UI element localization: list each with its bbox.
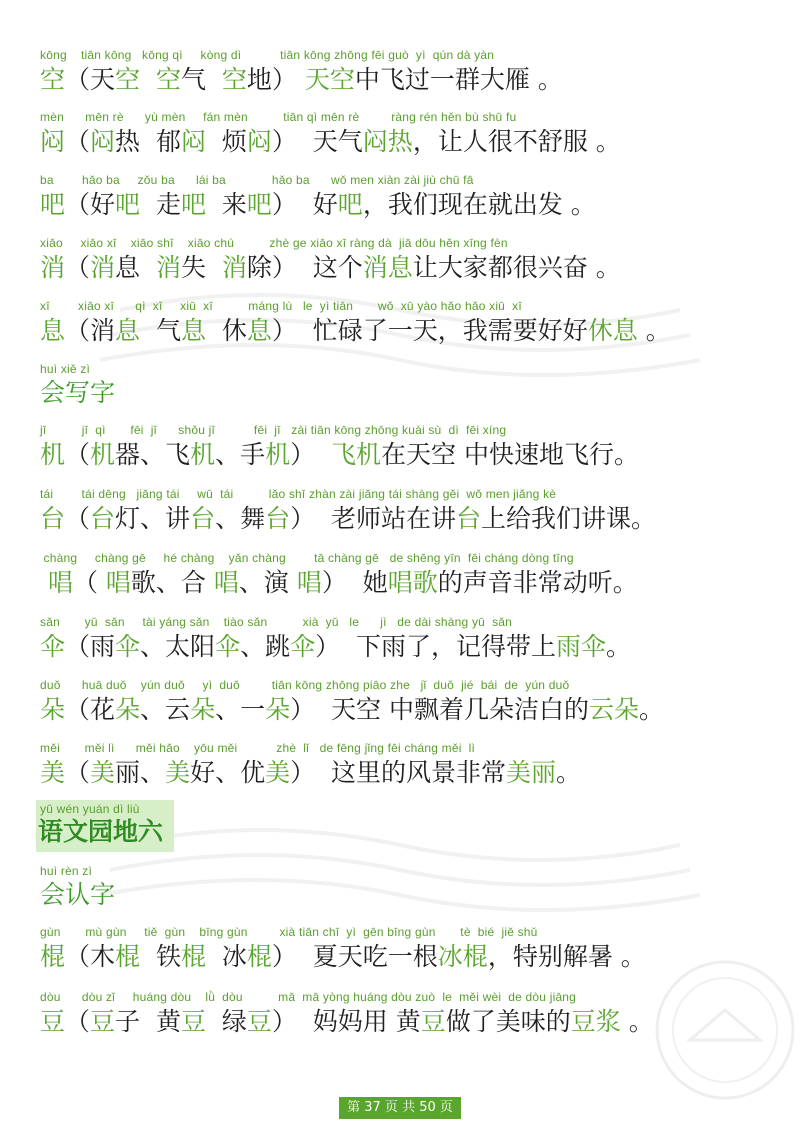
highlighted-character: 消息 (362, 253, 413, 282)
highlighted-character: 空 (40, 65, 66, 94)
highlighted-character: 唱 (213, 568, 239, 597)
vocab-entry (40, 110, 780, 170)
character-text: 烦 (205, 127, 247, 156)
character-text: 。 (606, 632, 632, 661)
pinyin-line: chàng chàng gē hé chàng yǎn chàng tā chàng gē de shēng yīn fēi cháng dòng tīng (40, 551, 574, 565)
highlighted-character: 唱 (40, 568, 73, 597)
section-title: 会写字 (40, 378, 116, 407)
highlighted-character: 唱歌 (387, 568, 438, 597)
highlighted-character: 美 (40, 758, 66, 787)
unit-title: 语文园地六 (38, 817, 164, 846)
highlighted-character: 豆浆 (570, 1007, 621, 1036)
highlighted-character: 豆 (246, 1007, 272, 1036)
hanzi-line (40, 566, 638, 600)
character-text: （天 (65, 65, 116, 94)
highlighted-character: 闷 (246, 127, 272, 156)
character-text: 热 郁 (115, 127, 181, 156)
highlighted-character: 空 (115, 65, 141, 94)
character-text: ） 忙碌了一天，我需要好好 (271, 316, 588, 345)
highlighted-character: 台 (190, 504, 216, 533)
character-text: 冰 (205, 942, 247, 971)
pinyin-line: duǒ huā duǒ yún duǒ yì duǒ tiān kōng zhōng piāo zhe jǐ duǒ jié bái de yún duǒ (40, 678, 570, 692)
highlighted-character: 雨伞 (556, 632, 607, 661)
highlighted-character: 吧 (115, 190, 141, 219)
highlighted-character: 息 (180, 316, 206, 345)
character-text: ） 下雨了，记得带上 (315, 632, 557, 661)
vocab-entry (40, 741, 780, 801)
character-text: （ (65, 440, 91, 469)
hanzi-line (40, 1005, 654, 1039)
character-text: 、演 (238, 568, 297, 597)
character-text: 、太阳 (140, 632, 216, 661)
character-text: ） 这里的风景非常 (290, 758, 507, 787)
character-text: （ (65, 758, 91, 787)
section-title: 会认字 (40, 880, 116, 909)
vocab-entry (40, 236, 780, 296)
character-text: 子 黄 (115, 1007, 181, 1036)
character-text: ，让人很不舒服 。 (412, 127, 621, 156)
vocab-entry (40, 487, 780, 547)
character-text: 来 (205, 190, 247, 219)
character-text: （ (65, 127, 91, 156)
character-text: 、一 (215, 695, 266, 724)
pinyin-line: kōng tiān kōng kōng qì kòng dì tiān kōng zhōng fēi guò yì qún dà yàn (40, 48, 495, 62)
page-number-footer: 第 37 页 共 50 页 (339, 1097, 461, 1119)
highlighted-character: 美丽 (506, 758, 557, 787)
highlighted-character: 台 (40, 504, 66, 533)
character-text: 息 (115, 253, 156, 282)
hanzi-line (40, 630, 631, 664)
highlighted-character: 息 (40, 316, 66, 345)
highlighted-character: 消 (221, 253, 247, 282)
vocab-entry (40, 990, 780, 1050)
vocab-entry (40, 173, 780, 233)
hanzi-line (40, 756, 581, 790)
character-text: 、云 (140, 695, 191, 724)
character-text: 好、优 (190, 758, 266, 787)
character-text (140, 65, 156, 94)
character-text: ） 妈妈用 黄 (271, 1007, 421, 1036)
highlighted-character: 伞 (115, 632, 141, 661)
character-text: 休 (205, 316, 247, 345)
character-text: （ (65, 504, 91, 533)
character-text: ） (290, 440, 332, 469)
character-text: 中飞过一群大雁 。 (354, 65, 563, 94)
character-text: ） 天气 (271, 127, 363, 156)
highlighted-character: 吧 (246, 190, 272, 219)
pinyin-line: dòu dòu zǐ huáng dòu lǜ dòu mā mā yòng huáng dòu zuò le měi wèi de dòu jiāng (40, 990, 577, 1004)
highlighted-character: 唱 (105, 568, 131, 597)
highlighted-character: 朵 (40, 695, 66, 724)
vocab-entry (40, 551, 780, 611)
hanzi-line (40, 940, 646, 974)
pinyin-line: sǎn yǔ sǎn tài yáng sǎn tiào sǎn xià yǔ le jì de dài shàng yǔ sǎn (40, 615, 513, 629)
character-text: （花 (65, 695, 116, 724)
highlighted-character: 消 (40, 253, 66, 282)
highlighted-character: 休息 (587, 316, 638, 345)
character-text: 、舞 (215, 504, 266, 533)
section-pinyin: huì rèn zì (40, 864, 93, 878)
character-text: （ (65, 253, 91, 282)
highlighted-character: 息 (246, 316, 272, 345)
vocab-entry (40, 423, 780, 483)
pinyin-line: mèn mēn rè yù mèn fán mèn tiān qì mēn rè ràng rén hěn bù shū fu (40, 110, 517, 124)
character-text: 器、飞 (115, 440, 191, 469)
highlighted-character: 台 (90, 504, 116, 533)
character-text: （消 (65, 316, 116, 345)
highlighted-character: 吧 (40, 190, 66, 219)
character-text: 。 (638, 695, 664, 724)
character-text: 让大家都很兴奋 。 (412, 253, 621, 282)
character-text: ） 她 (321, 568, 388, 597)
pinyin-line: měi měi lì měi hǎo yōu měi zhè lǐ de fēng jǐng fēi cháng měi lì (40, 741, 476, 755)
character-text: 歌、合 (130, 568, 214, 597)
character-text: 绿 (205, 1007, 247, 1036)
highlighted-character: 美 (265, 758, 291, 787)
highlighted-character: 朵 (190, 695, 216, 724)
highlighted-character: 空 (155, 65, 181, 94)
hanzi-line (40, 438, 639, 472)
pinyin-line: ba hǎo ba zǒu ba lái ba hǎo ba wǒ men xiàn zài jiù chū fā (40, 173, 474, 187)
highlighted-character: 云朵 (588, 695, 639, 724)
highlighted-character: 闷 (90, 127, 116, 156)
highlighted-character: 棍 (40, 942, 66, 971)
highlighted-character: 豆 (40, 1007, 66, 1036)
highlighted-character: 豆 (180, 1007, 206, 1036)
pinyin-line: xiāo xiāo xī xiāo shī xiāo chú zhè ge xiāo xī ràng dà jiā dōu hěn xīng fèn (40, 236, 508, 250)
hanzi-line (40, 314, 671, 348)
highlighted-character: 朵 (115, 695, 141, 724)
character-text: 上给我们讲课。 (481, 504, 657, 533)
highlighted-character: 机 (90, 440, 116, 469)
character-text: 。 (637, 316, 671, 345)
highlighted-character: 机 (190, 440, 216, 469)
highlighted-character: 美 (90, 758, 116, 787)
character-text: 的声音非常动听。 (437, 568, 638, 597)
character-text: 气 (180, 65, 222, 94)
unit-title-banner (36, 800, 174, 852)
character-text: 丽、 (115, 758, 166, 787)
highlighted-character: 伞 (40, 632, 66, 661)
highlighted-character: 闷 (40, 127, 66, 156)
character-text: 、跳 (240, 632, 291, 661)
highlighted-character: 豆 (420, 1007, 446, 1036)
highlighted-character: 棍 (246, 942, 272, 971)
highlighted-character: 伞 (215, 632, 241, 661)
highlighted-character: 机 (265, 440, 291, 469)
highlighted-character: 闷热 (362, 127, 413, 156)
highlighted-character: 棍 (180, 942, 206, 971)
character-text: （雨 (65, 632, 116, 661)
unit-pinyin: yǔ wén yuán dì liù (40, 802, 140, 816)
character-text: 在天空 中快速地飞行。 (381, 440, 639, 469)
vocab-entry (40, 615, 780, 675)
character-text: ，特别解暑 。 (487, 942, 646, 971)
character-text: 铁 (140, 942, 181, 971)
character-text: （好 (65, 190, 116, 219)
hanzi-line (40, 251, 621, 285)
pinyin-line: xī xiāo xī qì xī xiū xī máng lù le yì tiān wǒ xū yào hǎo hǎo xiū xī (40, 299, 522, 313)
highlighted-character: 台 (456, 504, 482, 533)
vocab-entry (40, 925, 780, 985)
character-text: （木 (65, 942, 116, 971)
hanzi-line (40, 125, 621, 159)
character-text: ） 夏天吃一根 (271, 942, 438, 971)
highlighted-character: 吧 (337, 190, 363, 219)
highlighted-character: 天空 (304, 65, 355, 94)
character-text: （ (72, 568, 106, 597)
pinyin-line: gùn mù gùn tiě gùn bīng gùn xià tiān chī yì gēn bīng gùn tè bié jiě shǔ (40, 925, 538, 939)
character-text: 。 (620, 1007, 654, 1036)
highlighted-character: 息 (115, 316, 141, 345)
character-text: 做了美味的 (445, 1007, 571, 1036)
hanzi-line (40, 693, 664, 727)
highlighted-character: 伞 (290, 632, 316, 661)
character-text: ） 好 (271, 190, 338, 219)
vocab-entry (40, 299, 780, 359)
character-text: 、手 (215, 440, 266, 469)
character-text: 气 (140, 316, 181, 345)
highlighted-character: 消 (155, 253, 181, 282)
vocab-entry (40, 48, 780, 108)
character-text: ） 老师站在讲 (290, 504, 457, 533)
character-text: （ (65, 1007, 91, 1036)
character-text: 走 (140, 190, 181, 219)
pinyin-line: tái tái dēng jiǎng tái wǔ tái lǎo shī zhàn zài jiǎng tái shàng gěi wǒ men jiǎng kè (40, 487, 557, 501)
character-text: 。 (556, 758, 582, 787)
highlighted-character: 机 (40, 440, 66, 469)
section-pinyin: huì xiě zì (40, 362, 91, 376)
highlighted-character: 朵 (265, 695, 291, 724)
highlighted-character: 棍 (115, 942, 141, 971)
character-text: 地） (246, 65, 305, 94)
character-text: 灯、讲 (115, 504, 191, 533)
highlighted-character: 豆 (90, 1007, 116, 1036)
highlighted-character: 唱 (296, 568, 322, 597)
highlighted-character: 吧 (180, 190, 206, 219)
hanzi-line (40, 188, 596, 222)
character-text: ） 天空 中飘着几朵洁白的 (290, 695, 589, 724)
highlighted-character: 空 (221, 65, 247, 94)
highlighted-character: 闷 (180, 127, 206, 156)
highlighted-character: 美 (165, 758, 191, 787)
pinyin-line: jī jī qì fēi jī shǒu jī fēi jī zài tiān kōng zhōng kuài sù dì fēi xíng (40, 423, 507, 437)
character-text: 失 (180, 253, 222, 282)
highlighted-character: 台 (265, 504, 291, 533)
hanzi-line (40, 63, 563, 97)
hanzi-line (40, 502, 656, 536)
highlighted-character: 消 (90, 253, 116, 282)
vocab-entry (40, 678, 780, 738)
character-text: ，我们现在就出发 。 (362, 190, 596, 219)
highlighted-character: 冰棍 (437, 942, 488, 971)
highlighted-character: 飞机 (331, 440, 382, 469)
character-text: 除） 这个 (246, 253, 363, 282)
